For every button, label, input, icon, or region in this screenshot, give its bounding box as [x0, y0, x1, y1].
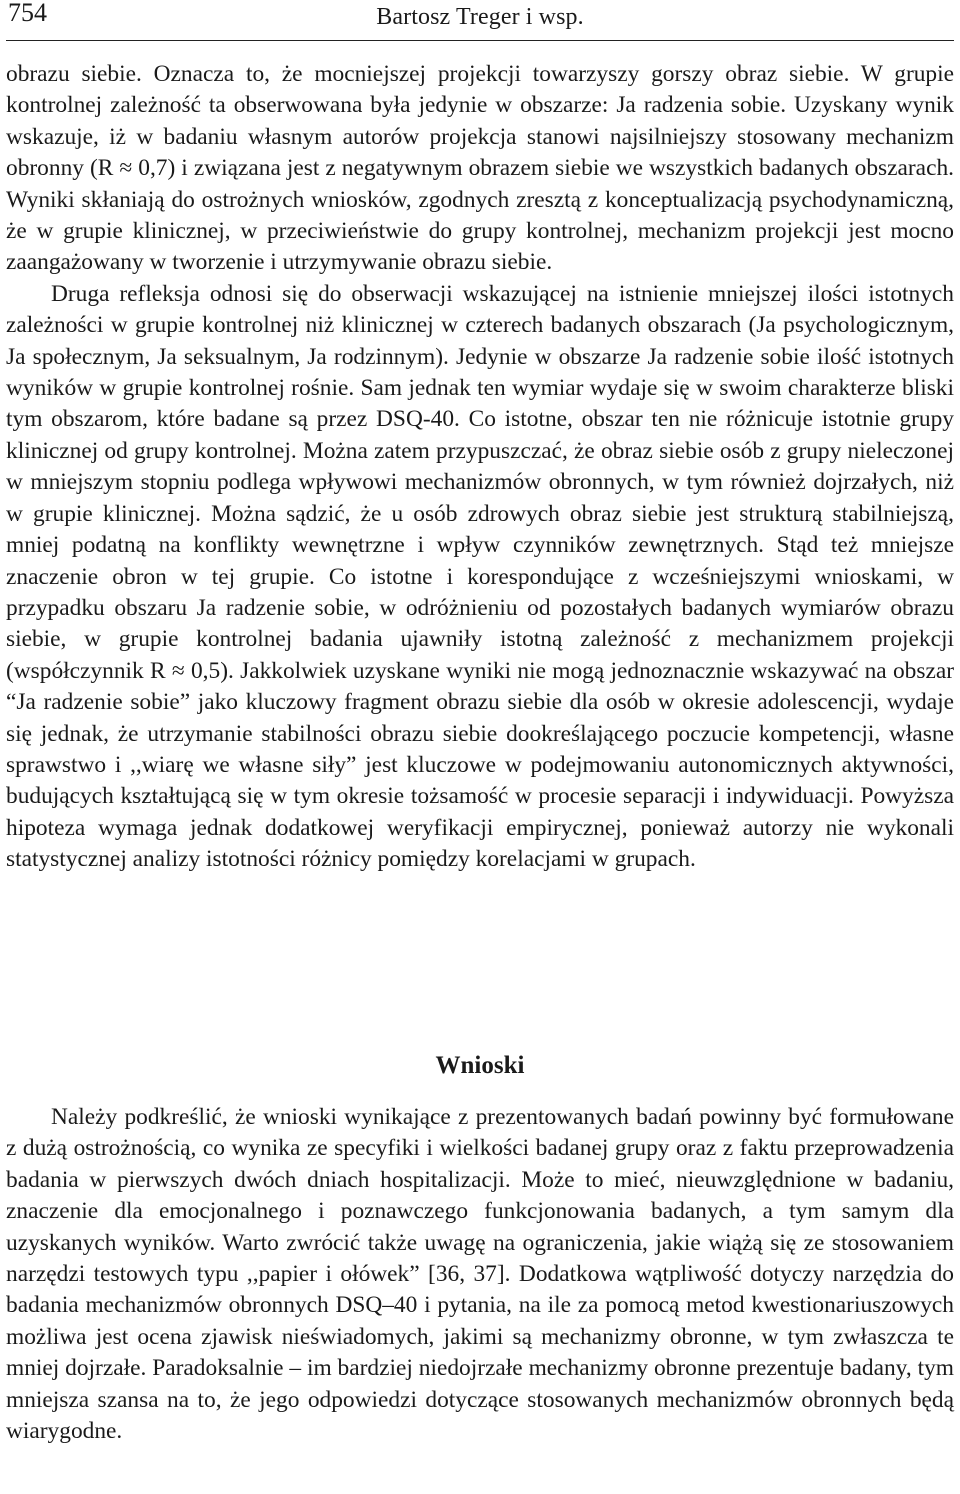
paragraph: Należy podkreślić, że wnioski wynikające z prezentowanych badań powinny być formułowane z dużą ostrożnością, co wynika ze specyfiki i wielkości badanej grupy oraz z faktu przeprowadzenia badania w pierwszych dwóch dniach hospitalizacji. Może to mieć, nieuwzględnione w badaniu, znaczenie dla emocjonalnego i poznawczego funkcjonowania badanych, a tym samym dla uzyskanych wyników. Warto zwrócić także uwagę na ograniczenia, jakie wiążą się ze stosowaniem narzędzi testowych typu ,,papier i ołówek” [36, 37]. Dodatkowa wątpliwość dotyczy narzędzia do badania mechanizmów obronnych DSQ–40 i pytania, na ile za pomocą metod kwestionariuszowych możliwa jest ocena zjawisk nieświadomych, jakimi są mechanizmy obronne, w tym zwłaszcza te mniej dojrzałe. Paradoksalnie – im bardziej niedojrzałe mechanizmy obronne prezentuje badany, tym mniejsza szansa na to, że jego odpowiedzi dotyczące stosowanych mechanizmów obronnych będą wiarygodne. — [6, 1104, 954, 1445]
conclusions-text — [6, 1102, 954, 1447]
paragraph: Druga refleksja odnosi się do obserwacji wskazującej na istnienie mniejszej ilości istotnych zależności w grupie kontrolnej niż klinicznej w czterech badanych obszarach (Ja psychologicznym, Ja społecznym, Ja seksualnym, Ja rodzinnym). Jedynie w obszarze Ja radzenie sobie ilość istotnych wyników w grupie kontrolnej rośnie. Sam jednak ten wymiar wydaje się w swoim charakterze bliski tym obszarom, które badane są przez DSQ-40. Co istotne, obszar ten nie różnicuje istotnie grupy klinicznej od grupy kontrolnej. Można zatem przypuszczać, że obraz siebie osób z grupy nieleczonej w mniejszym stopniu podlega wpływowi mechanizmów obronnych, w tym również dojrzałych, niż w grupie klinicznej. Można sądzić, że u osób zdrowych obraz siebie jest strukturą stabilniejszą, mniej podatną na konflikty wewnętrzne i wpływ czynników zewnętrznych. Stąd też mniejsze znaczenie obron w tej grupie. Co istotne i korespondujące z wcześniejszymi wnioskami, w przypadku obszaru Ja radzenie sobie, w odróżnieniu od pozostałych badanych wymiarów obrazu siebie, w grupie kontrolnej badania ujawniły istotną zależność z mechanizmem projekcji (współczynnik R ≈ 0,5). Jakkolwiek uzyskane wyniki nie mogą jednoznacznie wskazywać na obszar “Ja radzenie sobie” jako kluczowy fragment obrazu siebie dla osób w okresie adolescencji, wydaje się jednak, że utrzymanie stabilności obrazu siebie dookreślającego poczucie kompetencji, własne sprawstwo i ,,wiarę we własne siły” jest kluczowe w podejmowaniu autonomicznych aktywności, budujących kształtującą się w tym okresie tożsamość w procesie separacji i indywiduacji. Powyższa hipoteza wymaga jednak dodatkowej weryfikacji empirycznej, ponieważ autorzy nie wykonali statystycznej analizy istotności różnicy pomiędzy korelacjami w grupach. — [6, 280, 954, 873]
page-number: 754 — [8, 0, 47, 27]
running-head-authors: Bartosz Treger i wsp. — [376, 4, 584, 30]
paragraph-continued: obrazu siebie. Oznacza to, że mocniejszej projekcji towarzyszy gorszy obraz siebie. W grupie kontrolnej zależność ta obserwowana była jedynie w obszarze: Ja radzenia sobie. Uzyskany wynik wskazuje, iż w badaniu własnym autorów projekcja stanowi najsilniejszy stosowany mechanizm obronny (R ≈ 0,7) i związana jest z negatywnym obrazem siebie we wszystkich badanych obszarach. Wyniki skłaniają do ostrożnych wniosków, zgodnych zresztą z konceptualizacją psychodynamiczną, że w grupie klinicznej, w przeciwieństwie do grupy kontrolnej, mechanizm projekcji jest mocno zaangażowany w tworzenie i utrzymywanie obrazu siebie. — [6, 61, 954, 276]
discussion-text — [6, 59, 954, 876]
running-header — [6, 0, 954, 41]
section-heading: Wnioski — [435, 1052, 525, 1079]
